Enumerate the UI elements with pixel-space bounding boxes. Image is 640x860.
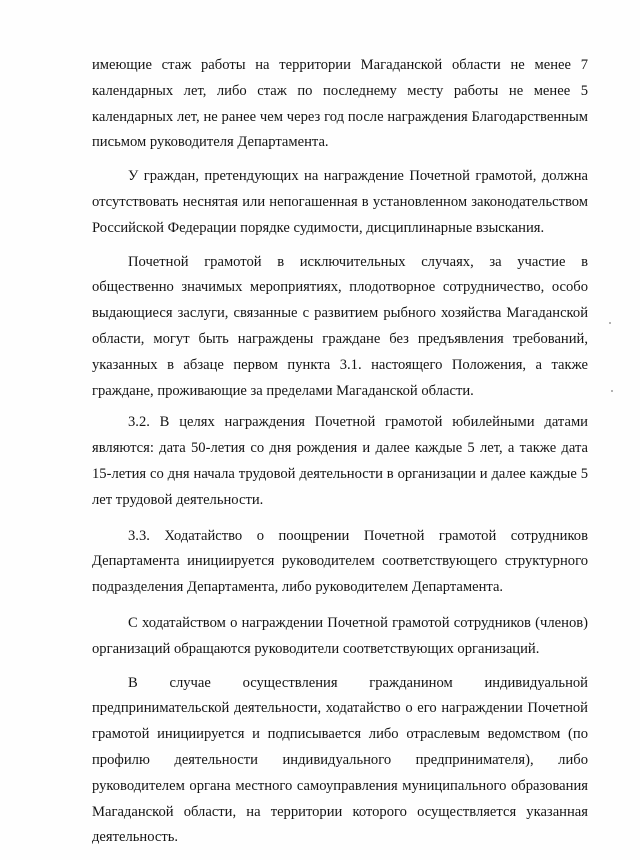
document-body	[92, 53, 588, 851]
paragraph: 3.3. Ходатайство о поощрении Почетной грамотой сотрудников Департамента инициируется руководителем соответствующего структурного подразделения Департамента, либо руководителем Департамента.	[92, 527, 588, 596]
paragraph: имеющие стаж работы на территории Магаданской области не менее 7 календарных лет, либо стаж по последнему месту работы не менее 5 календарных лет, не ранее чем через год после награждения Благодарственным письмом руководителя Департамента.	[92, 57, 588, 151]
paragraph: В случае осуществления гражданином индивидуальной предпринимательской деятельности, ходатайство о его награждении Почетной грамотой инициируется и подписывается либо отраслевым ведомством (по профилю деятельности индивидуального предпринимателя), либо руководителем органа местного самоуправления муниципального образования Магаданской области, на территории которого осуществляется указанная деятельность.	[92, 674, 588, 846]
paragraph: 3.2. В целях награждения Почетной грамотой юбилейными датами являются: дата 50-летия со дня рождения и далее каждые 5 лет, а также дата 15-летия со дня начала трудовой деятельности в организации и далее каждые 5 лет трудовой деятельности.	[92, 414, 588, 508]
paragraph: Почетной грамотой в исключительных случаях, за участие в общественно значимых мероприятиях, плодотворное сотрудничество, особо выдающиеся заслуги, связанные с развитием рыбного хозяйства Магаданской области, могут быть награждены граждане без предъявления требований, указанных в абзаце первом пункта 3.1. настоящего Положения, а также граждане, проживающие за пределами Магаданской области.	[92, 253, 588, 399]
scan-speck	[611, 390, 613, 392]
paragraph: С ходатайством о награждении Почетной грамотой сотрудников (членов) организаций обращаются руководители соответствующих организаций.	[92, 614, 588, 657]
scan-speck	[609, 322, 611, 324]
paragraph: У граждан, претендующих на награждение Почетной грамотой, должна отсутствовать неснятая или непогашенная в установленном законодательством Российской Федерации порядке судимости, дисциплинарные взыскания.	[92, 168, 588, 236]
